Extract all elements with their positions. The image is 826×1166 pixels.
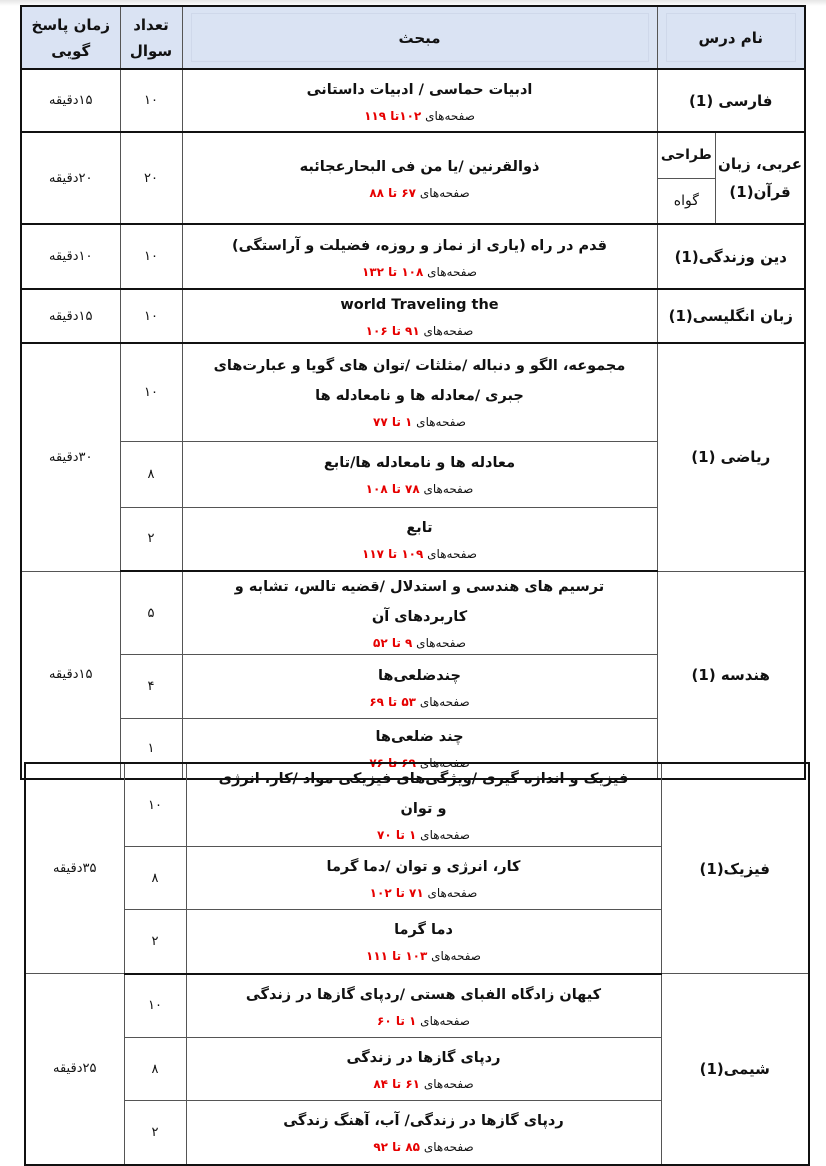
topic-text: دما گرما: [394, 922, 453, 939]
topic-text: ادبیات حماسی / ادبیات داستانی: [306, 81, 533, 98]
question-count-cell: ۲: [124, 1101, 186, 1165]
topic-cell: [182, 655, 657, 719]
table-row: [25, 763, 809, 847]
pages-range: ۹۱ تا ۱۰۶: [365, 324, 420, 338]
topic-text: معادله ها و نامعادله ها/تابع: [323, 455, 516, 471]
pages-prefix: صفحه‌های: [423, 546, 477, 561]
table-row: [21, 132, 805, 224]
topic-text: تابع: [406, 519, 433, 536]
question-count-cell: ۱: [120, 719, 182, 779]
header-course-name: نام درس: [657, 6, 805, 69]
pages-prefix: صفحه‌های: [420, 1077, 474, 1091]
question-count-cell: ۱۰: [120, 69, 182, 132]
pages-prefix: صفحه‌های: [412, 636, 466, 650]
topic-text: کار، انرژی و توان /دما گرما: [326, 859, 521, 875]
topic-text: ترسیم های هندسی و استدلال /قضیه تالس، تشابه و کاربردهای آن: [234, 579, 605, 625]
topic-cell: [186, 910, 661, 974]
question-count-cell: ۲: [124, 910, 186, 974]
table-row: [25, 974, 809, 1038]
table-row: [21, 289, 805, 343]
topic-cell: [182, 571, 657, 655]
pages-text: [187, 882, 661, 904]
answer-time-cell: ۳۰دقیقه: [21, 343, 120, 571]
answer-time-cell: ۱۰دقیقه: [21, 224, 120, 289]
pages-range: ۶۷ تا ۸۸: [369, 186, 417, 200]
pages-prefix: صفحه‌های: [420, 1140, 474, 1155]
course-name-cell: فیزیک(1): [661, 763, 809, 974]
question-count-cell: ۱۰: [124, 974, 186, 1038]
track-label: طراحی: [658, 133, 716, 178]
pages-range: ۷۱ تا ۱۰۲: [369, 886, 424, 900]
answer-time-cell: ۱۵دقیقه: [21, 571, 120, 779]
topic-cell: [186, 763, 661, 847]
header-question-count: تعداد سوال: [120, 6, 182, 69]
track-label: گواه: [673, 192, 699, 209]
pages-prefix: صفحه‌های: [416, 694, 470, 709]
pages-prefix: صفحه‌های: [412, 415, 466, 430]
topic-cell: [186, 1038, 661, 1101]
topic-text: فیزیک و اندازه گیری /ویژگی‌های فیزیکی مواد /کار، انرژی و توان: [218, 771, 629, 817]
course-name-cell: شیمی(1): [661, 974, 809, 1165]
course-name-cell: دین وزندگی(1): [657, 224, 805, 289]
pages-text: [183, 478, 657, 500]
table-row: [21, 343, 805, 441]
pages-prefix: صفحه‌های: [419, 482, 474, 496]
exam-schedule-table-continued: [24, 762, 810, 1166]
answer-time-cell: ۲۵دقیقه: [25, 974, 124, 1165]
topic-text: قدم در راه (یاری از نماز و روزه، فضیلت و آراستگی): [231, 237, 608, 254]
pages-text: [183, 182, 657, 204]
pages-range: ۷۸ تا ۱۰۸: [365, 482, 420, 496]
pages-range: ۱۰۹ تا ۱۱۷: [362, 546, 424, 561]
topic-cell: [186, 1101, 661, 1165]
pages-prefix: صفحه‌های: [416, 828, 470, 842]
topic-cell: [182, 69, 657, 132]
pages-text: [187, 1073, 661, 1095]
pages-prefix: صفحه‌های: [419, 324, 474, 338]
topic-cell: [186, 847, 661, 910]
pages-range: ۸۵ تا ۹۲: [373, 1140, 421, 1155]
pages-text: [187, 1136, 661, 1158]
header-row: [21, 6, 805, 69]
topic-cell: [186, 974, 661, 1038]
topic-cell: [182, 441, 657, 507]
pages-text: [183, 543, 657, 565]
pages-text: [183, 411, 657, 433]
topic-cell: [182, 224, 657, 289]
topic-text: چند ضلعی‌ها: [375, 729, 464, 746]
answer-time-cell: ۳۵دقیقه: [25, 763, 124, 974]
pages-range: ۱ تا ۷۷: [373, 415, 413, 430]
topic-cell: [182, 289, 657, 343]
table-row: [21, 224, 805, 289]
pages-prefix: صفحه‌های: [423, 886, 478, 900]
pages-range: ۹ تا ۵۲: [373, 636, 413, 650]
question-count-cell: ۲: [120, 507, 182, 571]
header-answer-time: زمان پاسخ گویی: [21, 6, 120, 69]
pages-text: [183, 261, 657, 283]
pages-text: [183, 632, 657, 654]
question-count-cell: ۱۰: [120, 289, 182, 343]
question-count-cell: ۸: [120, 441, 182, 507]
answer-time-cell: ۱۵دقیقه: [21, 69, 120, 132]
topic-text: کیهان زادگاه الفبای هستی /ردپای گازها در زندگی: [245, 986, 602, 1003]
header-topic: مبحث: [182, 6, 657, 69]
course-name-cell: ریاضی (1): [657, 343, 805, 571]
pages-range: ۶۱ تا ۸۴: [373, 1077, 421, 1091]
pages-range: ۱ تا ۶۰: [377, 1013, 417, 1028]
question-count-cell: ۸: [124, 1038, 186, 1101]
pages-range: ۱ تا ۷۰: [377, 828, 417, 842]
answer-time-cell: ۲۰دقیقه: [21, 132, 120, 224]
question-count-cell: ۵: [120, 571, 182, 655]
course-name-cell: زبان انگلیسی(1): [657, 289, 805, 343]
table-row: [21, 69, 805, 132]
topic-cell: [182, 343, 657, 441]
exam-schedule-table: [20, 5, 806, 780]
pages-range: ۶۹ تا ۷۶: [369, 756, 417, 771]
topic-cell: [182, 132, 657, 224]
pages-text: [183, 320, 657, 342]
topic-text: مجموعه، الگو و دنباله /مثلثات /توان های گویا و عبارت‌های جبری /معادله ها و نامعادله ها: [213, 358, 626, 405]
pages-range: ۱۰۳ تا ۱۱۱: [366, 949, 428, 964]
topic-cell: [182, 507, 657, 571]
pages-range: ۵۳ تا ۶۹: [369, 694, 417, 709]
pages-text: [187, 945, 661, 967]
question-count-cell: ۲۰: [120, 132, 182, 224]
pages-prefix: صفحه‌های: [416, 186, 470, 200]
pages-prefix: صفحه‌های: [423, 264, 477, 279]
topic-text: ردپای گازها در زندگی: [346, 1050, 501, 1066]
pages-text: [183, 105, 657, 127]
pages-prefix: صفحه‌های: [421, 108, 475, 123]
topic-text: world Traveling the: [340, 297, 499, 313]
pages-prefix: صفحه‌های: [416, 1013, 470, 1028]
topic-text: ذوالقرنین /یا من فی البحارعجائبه: [299, 159, 540, 175]
pages-prefix: صفحه‌های: [427, 949, 481, 964]
pages-range: ۱۰۸ تا ۱۳۲: [362, 264, 424, 279]
course-name-cell: فارسی (1): [657, 69, 805, 132]
question-count-cell: ۱۰: [124, 763, 186, 847]
question-count-cell: ۱۰: [120, 224, 182, 289]
question-count-cell: ۴: [120, 655, 182, 719]
answer-time-cell: ۱۵دقیقه: [21, 289, 120, 343]
course-name-split: [658, 133, 805, 223]
topic-text: ردپای گازها در زندگی/ آب، آهنگ زندگی: [283, 1113, 564, 1130]
pages-text: [187, 824, 661, 846]
course-name: عربی، زبان قرآن(1): [716, 133, 804, 223]
question-count-cell: ۸: [124, 847, 186, 910]
topic-text: چندضلعی‌ها: [377, 667, 462, 684]
pages-text: [183, 691, 657, 713]
pages-prefix: صفحه‌های: [416, 756, 470, 771]
pages-text: [187, 1010, 661, 1032]
pages-range: ۱۰۲تا ۱۱۹: [364, 108, 422, 123]
course-name-cell: [657, 132, 805, 224]
question-count-cell: ۱۰: [120, 343, 182, 441]
course-name-cell: هندسه (1): [657, 571, 805, 779]
table-row: [21, 571, 805, 655]
